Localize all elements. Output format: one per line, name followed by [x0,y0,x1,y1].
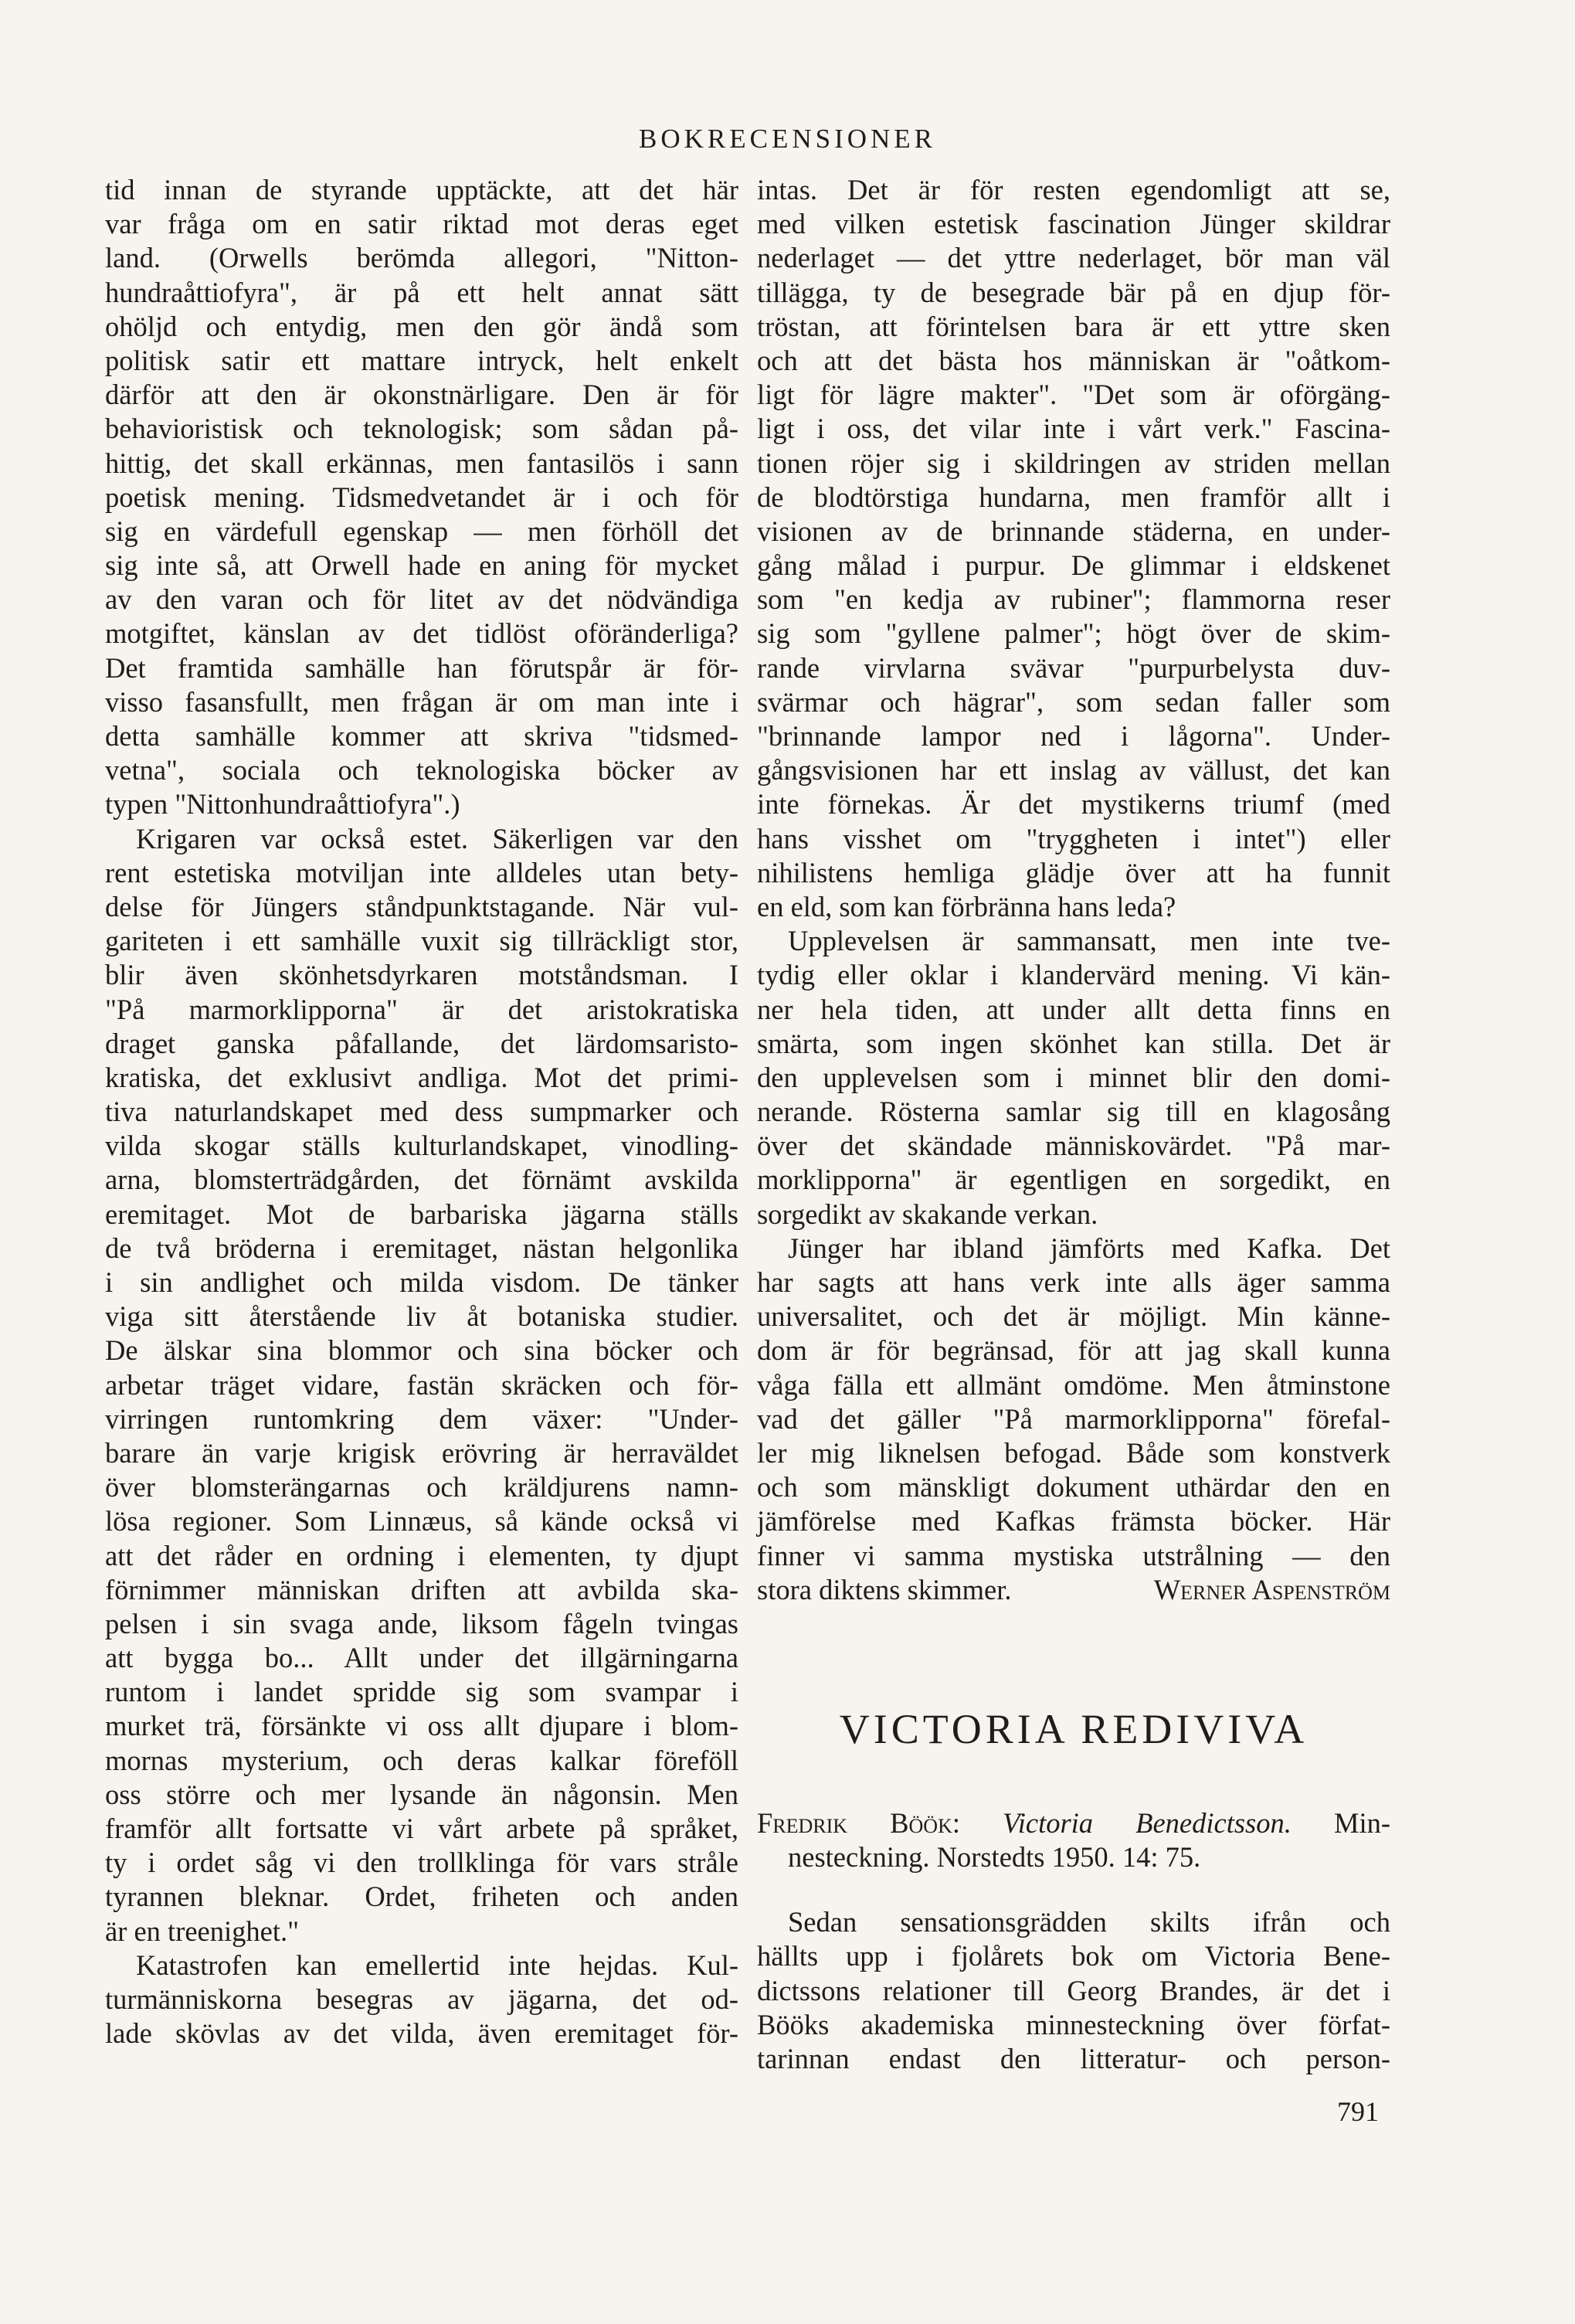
text-line: rent estetiska motviljan inte alldeles utan bety- [105,856,738,888]
left-column [105,173,738,2050]
closing-line [757,1573,1390,1607]
text-line: hittig, det skall erkännas, men fantasilös i sann [105,447,738,479]
text-line: tydig eller oklar i klandervärd mening. Vi kän- [757,959,1390,991]
text-line: poetisk mening. Tidsmedvetandet är i och för [105,481,738,513]
text-line: de två bröderna i eremitaget, nästan helgonlika [105,1232,738,1264]
text-line: över det skändade människovärdet. "På mar- [757,1130,1390,1162]
text-line: sig en värdefull egenskap — men förhöll det [105,515,738,547]
text-line: förnimmer människan driften att avbilda ska- [105,1573,738,1605]
text-line: finner vi samma mystiska utstrålning — den [757,1539,1390,1571]
text-line: typen "Nittonhundraåttiofyra".) [105,788,460,821]
text-line: inte förnekas. Är det mystikerns triumf (med [757,788,1390,821]
text-line: gång målad i purpur. De glimmar i eldskenet [757,549,1390,582]
text-line: tillägga, ty de besegrade bär på en djup för- [757,276,1390,308]
text-line: nederlaget — det yttre nederlaget, bör man väl [757,242,1390,274]
text-line: ner hela tiden, att under allt detta finns en [757,993,1390,1025]
text-line: smärta, som ingen skönhet kan stilla. Det är [757,1027,1390,1059]
text-line: kratiska, det exklusivt andliga. Mot det primi- [105,1061,738,1093]
text-line: vilda skogar ställs kulturlandskapet, vinodling- [105,1130,738,1162]
text-line: våga fälla ett allmänt omdöme. Men åtminstone [757,1368,1390,1401]
text-line: de blodtörstiga hundarna, men framför allt i [757,481,1390,513]
text-line: vad det gäller "På marmorklipporna" förefal- [757,1402,1390,1435]
text-line: därför att den är okonstnärligare. Den är för [105,379,738,411]
text-line: virringen runtomkring dem växer: "Under- [105,1402,738,1435]
text-line: gariteten i ett samhälle vuxit sig tillräckligt stor, [105,925,738,957]
section-title: VICTORIA REDIVIVA [839,1705,1309,1752]
text-line: tionen röjer sig i skildringen av striden mellan [757,447,1390,479]
book-reference-rest: Min- [1334,1806,1390,1839]
text-line: universalitet, och det är möjligt. Min känne- [757,1300,1390,1333]
book-author: Fredrik Böök [757,1806,952,1839]
right-column [757,173,1390,2076]
text-line: har sagts att hans verk inte alls äger samma [757,1266,1390,1298]
text-line: behavioristisk och teknologisk; som sådan på- [105,413,738,445]
text-line: hundraåttiofyra", är på ett helt annat sätt [105,276,738,308]
text-line: lösa regioner. Som Linnæus, så kände också vi [105,1505,738,1537]
text-line: med vilken estetisk fascination Jünger skildrar [757,208,1390,240]
text-line: sorgedikt av skakande verkan. [757,1198,1098,1230]
text-line: arbetar träget vidare, fastän skräcken och för- [105,1368,738,1401]
text-line: "brinnande lampor ned i lågorna". Under- [757,720,1390,752]
text-line: delse för Jüngers ståndpunktstagande. När vul- [105,890,738,922]
page-number: 791 [1337,2096,1379,2127]
text-line: pelsen i sin svaga ande, liksom fågeln tvingas [105,1607,738,1639]
book-reference: Fredrik Böök: Victoria Benedictsson. Min- [757,1806,1390,1839]
text-line: politisk satir ett mattare intryck, helt enkelt [105,344,738,376]
text-line: ligt i oss, det vilar inte i vårt verk." Fascina- [757,413,1390,445]
text-line: sig inte så, att Orwell hade en aning för mycket [105,549,738,582]
text-line: motgiftet, känslan av det tidlöst oföränderliga? [105,617,738,650]
text-line: hällts upp i fjolårets bok om Victoria Bene- [757,1940,1390,1972]
text-line: att bygga bo... Allt under det illgärningarna [105,1642,738,1674]
text-line: barare än varje krigisk erövring är herraväldet [105,1436,738,1469]
text-line: ligt för lägre makter". "Det som är oförgäng- [757,379,1390,411]
text-line: var fråga om en satir riktad mot deras eget [105,208,738,240]
text-line: Upplevelsen är sammansatt, men inte tve- [788,925,1390,957]
text-line: den upplevelsen som i minnet blir den domi- [757,1061,1390,1093]
text-line: visso fasansfullt, men frågan är om man inte i [105,685,738,718]
text-line: hans visshet om "tryggheten i intet") eller [757,822,1390,855]
text-line: framför allt fortsatte vi vårt arbete på språket, [105,1813,738,1844]
text-line: nerande. Rösterna samlar sig till en klagosång [757,1096,1390,1128]
closing-text: stora diktens skimmer. [757,1573,1012,1605]
text-line: ty i ordet såg vi den trollklinga för vars stråle [105,1847,738,1879]
text-line: i sin andlighet och milda visdom. De tänker [105,1266,738,1298]
text-line: dom är för begränsad, för att jag skall kunna [757,1334,1390,1367]
text-line: visionen av de brinnande städerna, en under- [757,515,1390,547]
book-reference-cont: nesteckning. Norstedts 1950. 14: 75. [788,1841,1201,1874]
text-line: oss större och mer lysande än någonsin. Men [105,1778,738,1810]
text-line: jämförelse med Kafkas främsta böcker. Här [757,1505,1390,1537]
text-line: Katastrofen kan emellertid inte hejdas. Kul- [136,1949,738,1981]
text-line: som "en kedja av rubiner"; flammorna reser [757,583,1390,616]
text-line: Sedan sensationsgrädden skilts ifrån och [788,1906,1390,1938]
text-line: viga sitt återstående liv åt botaniska studier. [105,1300,738,1333]
text-line: gångsvisionen har ett inslag av vällust, det kan [757,754,1390,787]
text-line: att det råder en ordning i elementen, ty djupt [105,1539,738,1571]
text-line: ohöljd och entydig, men den gör ändå som [105,310,738,342]
text-line: rande virvlarna svävar "purpurbelysta duv- [757,651,1390,684]
text-line: nihilistens hemliga glädje över att ha funnit [757,856,1390,888]
text-line: Det framtida samhälle han förutspår är för- [105,651,738,684]
text-line: dictssons relationer till Georg Brandes, är det i [757,1974,1390,2006]
book-title: Victoria Benedictsson. [1003,1806,1292,1839]
text-line: morklipporna" är egentligen en sorgedikt, en [757,1164,1390,1196]
text-line: sig som "gyllene palmer"; högt över de skim- [757,617,1390,650]
text-line: över blomsterängarnas och kräldjurens namn- [105,1471,738,1503]
text-line: och som mänskligt dokument uthärdar den en [757,1471,1390,1503]
text-line: är en treenighet." [105,1915,300,1947]
text-line: och att det bästa hos människan är "oåtkom- [757,344,1390,376]
text-line: en eld, som kan förbränna hans leda? [757,890,1176,922]
text-line: tyrannen bleknar. Ordet, friheten och anden [105,1881,738,1913]
author-signature: Werner Aspenström [1153,1573,1390,1605]
text-line: arna, blomsterträdgården, det förnämt avskilda [105,1164,738,1196]
text-line: ler mig liknelsen befogad. Både som konstverk [757,1436,1390,1469]
text-line: "På marmorklipporna" är det aristokratiska [105,993,738,1025]
text-line: detta samhälle kommer att skriva "tidsmed- [105,720,738,752]
text-line: tiva naturlandskapet med dess sumpmarker och [105,1096,738,1128]
text-line: vetna", sociala och teknologiska böcker av [105,754,738,787]
text-line: intas. Det är för resten egendomligt att se, [757,174,1390,206]
text-line: Bööks akademiska minnesteckning över förfat- [757,2008,1390,2040]
text-line: Jünger har ibland jämförts med Kafka. Det [788,1232,1390,1264]
text-line: tid innan de styrande upptäckte, att det här [105,174,738,206]
text-line: tröstan, att förintelsen bara är ett yttre sken [757,310,1390,342]
text-line: De älskar sina blommor och sina böcker och [105,1334,738,1367]
text-line: land. (Orwells berömda allegori, "Nitton- [105,242,738,274]
text-line: av den varan och för litet av det nödvändiga [105,583,738,616]
text-line: draget ganska påfallande, det lärdomsaristo- [105,1027,738,1059]
text-line: murket trä, försänkte vi oss allt djupare i blom- [105,1710,738,1742]
text-line: tarinnan endast den litteratur- och person- [757,2043,1390,2074]
text-line: eremitaget. Mot de barbariska jägarna ställs [105,1198,738,1230]
text-line: runtom i landet spridde sig som svampar i [105,1676,738,1708]
text-line: blir även skönhetsdyrkaren motståndsman. I [105,959,738,991]
text-line: Krigaren var också estet. Säkerligen var den [136,822,738,855]
text-line: turmänniskorna besegras av jägarna, det od- [105,1983,738,2015]
text-line: mornas mysterium, och deras kalkar föreföll [105,1744,738,1776]
text-line: lade skövlas av det vilda, även eremitaget för- [105,2017,738,2050]
running-head: BOKRECENSIONER [638,124,937,154]
text-line: svärmar och hägrar", som sedan faller som [757,685,1390,718]
